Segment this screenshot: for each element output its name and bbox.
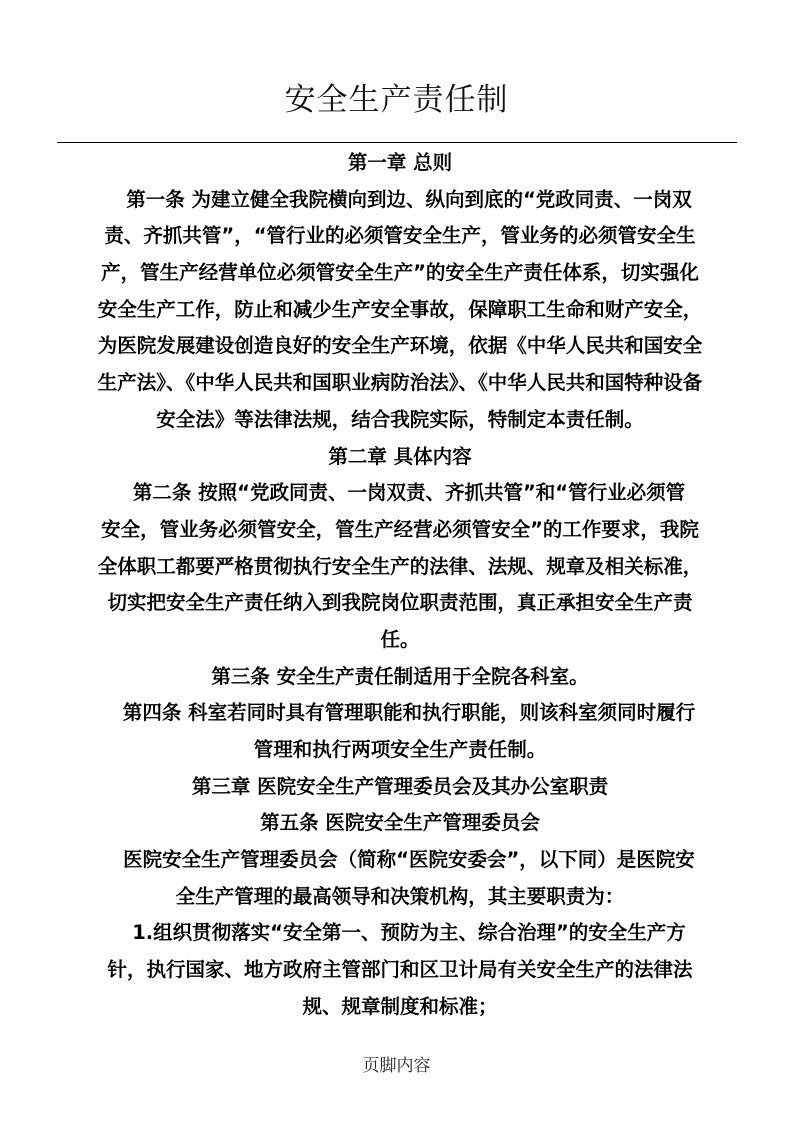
article-2-line: 切实把安全生产责任纳入到我院岗位职责范围，真正承担安全生产责: [107, 591, 693, 615]
article-1-line: 安全生产工作，防止和减少生产安全事故，保障职工生命和财产安全，: [97, 297, 703, 321]
article-1-line: 安全法》等法律法规，结合我院实际，特制定本责任制。: [156, 407, 644, 431]
article-4-line: 管理和执行两项安全生产责任制。: [253, 738, 547, 761]
chapter-heading: 第一章 总则: [347, 151, 453, 174]
article-1-line: 为医院发展建设创造良好的安全生产环境，依据《中华人民共和国安全: [97, 334, 703, 358]
article-1-line: 产，管生产经营单位必须管安全生产”的安全生产责任体系，切实强化: [101, 261, 699, 285]
article-2-line: 任。: [380, 627, 420, 651]
article-1-line: 责、齐抓共管”，“管行业的必须管安全生产，管业务的必须管安全生: [104, 224, 696, 248]
article-5-line: 全生产管理的最高领导和决策机构，其主要职责为：: [175, 884, 625, 908]
article-2-line: 安全，管业务必须管安全，管生产经营必须管安全”的工作要求，我院: [101, 517, 699, 541]
article-2-line: 全体职工都要严格贯彻执行安全生产的法律、法规、规章及相关标准，: [97, 554, 703, 578]
article-5-line: 医院安全生产管理委员会（简称“医院安委会”，以下同）是医院安: [123, 848, 695, 872]
page-footer: 页脚内容: [362, 1056, 431, 1076]
article-5-item-1-line: 规、规章制度和标准；: [302, 994, 498, 1018]
article-1-line: 生产法》、《中华人民共和国职业病防治法》、《中华人民共和国特种设备: [97, 371, 703, 395]
article-2-line: 第二条 按照“党政同责、一岗双责、齐抓共管”和“管行业必须管: [132, 481, 686, 505]
chapter-heading: 第二章 具体内容: [328, 444, 472, 468]
title-divider: [57, 142, 737, 143]
chapter-heading: 第三章 医院安全生产管理委员会及其办公室职责: [191, 774, 609, 798]
document-title: 安全生产责任制: [284, 82, 509, 118]
article-1-line: 第一条 为建立健全我院横向到边、纵向到底的“党政同责、一岗双: [126, 187, 692, 211]
article-5-heading: 第五条 医院安全生产管理委员会: [260, 811, 540, 835]
article-5-item-1-line: 1.组织贯彻落实“安全第一、预防为主、综合治理”的安全生产方: [132, 921, 686, 945]
article-3-line: 第三条 安全生产责任制适用于全院各科室。: [211, 664, 589, 688]
article-4-line: 第四条 科室若同时具有管理职能和执行职能，则该科室须同时履行: [122, 701, 696, 725]
document-body: [60, 145, 740, 1026]
article-5-item-1-line: 针，执行国家、地方政府主管部门和区卫计局有关安全生产的法律法: [107, 958, 693, 982]
